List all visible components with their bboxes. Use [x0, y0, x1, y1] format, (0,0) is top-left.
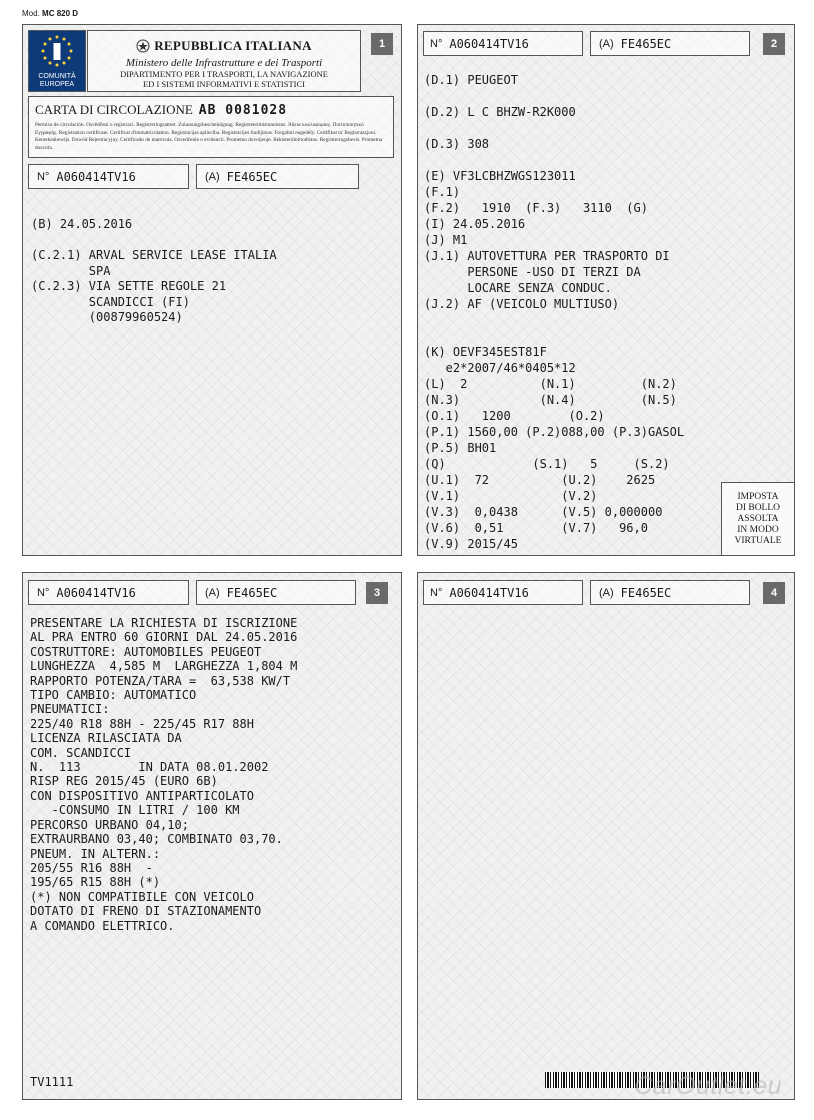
panel-number-badge: 1 [371, 33, 393, 55]
doc-number-label: N° [430, 586, 443, 599]
panel-number-badge: 3 [366, 582, 388, 604]
vehicle-details: (D.1) PEUGEOT (D.2) L C BHZW-R2K000 (D.3) 308 (E) VF3LCBHZWGS123011 (F.1) (F.2) 1910 (F.3) 3110 (G) (I) 24.05.2016 (J) M1 (J.1) AUTOVETTURA PER TRASPORTO DI PERSONE -USO DI TERZI DA LOCARE SENZA CONDUC. (J.2) AF (VEICOLO MULTIUSO) (K) OEVF345EST81F e2*2007/46*0405*12 (L) 2 (N.1) (N.2) (N.3) (N.4) (N.5) (O.1) 1200 (O.2) (P.1) 1560,00 (P.2)088,00 (P.3)GASOL (P.5) BH01 (Q) (S.1) 5 (S.2) (U.1) 72 (U.2) 2625 (V.1) (V.2) (V.3) 0,0438 (V.5) 0,000000 (V.6) 0,51 (V.7) 96,0 (V.9) 2015/45 [424, 73, 685, 551]
eu-flag [28, 30, 86, 92]
doc-number-box [28, 164, 189, 189]
plate-number: FE465EC [620, 36, 672, 51]
panel-1 [22, 24, 402, 556]
department-name-2: ED I SISTEMI INFORMATIVI E STATISTICI [143, 79, 305, 89]
doc-number: A060414TV16 [449, 585, 529, 600]
bollo-line-2: DI BOLLO [735, 502, 781, 513]
ministry-name: Ministero delle Infrastrutture e dei Trasporti [125, 57, 323, 69]
plate-number: FE465EC [620, 585, 672, 600]
doc-number-box [28, 580, 189, 605]
doc-number-label: N° [37, 586, 50, 599]
carta-code: AB 0081028 [198, 103, 288, 118]
eu-label-2: EUROPEA [39, 81, 75, 88]
plate-label: (A) [599, 586, 614, 599]
plate-box [590, 580, 750, 605]
emblem-icon [136, 39, 150, 53]
doc-number-label: N° [37, 170, 50, 183]
owner-details: (B) 24.05.2016 (C.2.1) ARVAL SERVICE LEASE ITALIA SPA (C.2.3) VIA SETTE REGOLE 21 SCANDICCI (FI) (00879960524) [31, 217, 277, 324]
stamp-duty-box [721, 482, 795, 556]
footer-code: TV1111 [30, 1075, 74, 1089]
plate-box [196, 580, 356, 605]
bollo-line-4: IN MODO [737, 524, 779, 535]
carta-title: CARTA DI CIRCOLAZIONE [35, 102, 193, 117]
doc-number: A060414TV16 [449, 36, 529, 51]
panel-3 [22, 572, 402, 1100]
doc-number-label: N° [430, 37, 443, 50]
panel-4 [417, 572, 795, 1100]
panel-2 [417, 24, 795, 556]
bollo-line-3: ASSOLTA [737, 513, 779, 524]
plate-number: FE465EC [226, 169, 278, 184]
bollo-line-5: VIRTUALE [734, 535, 782, 546]
notes-text: PRESENTARE LA RICHIESTA DI ISCRIZIONE AL PRA ENTRO 60 GIORNI DAL 24.05.2016 COSTRUTTORE: AUTOMOBILES PEUGEOT LUNGHEZZA 4,585 M LARGHEZZA 1,804 M RAPPORTO POTENZA/TARA = 63,538 KW/T TIPO CAMBIO: AUTOMATICO PNEUMATICI: 225/40 R18 88H - 225/45 R17 88H LICENZA RILASCIATA DA COM. SCANDICCI N. 113 IN DATA 08.01.2002 RISP REG 2015/45 (EURO 6B) CON DISPOSITIVO ANTIPARTICOLATO -CONSUMO IN LITRI / 100 KM PERCORSO URBANO 04,10; EXTRAURBANO 03,40; COMBINATO 03,70. PNEUM. IN ALTERN.: 205/55 R16 88H - 195/65 R15 88H (*) (*) NON COMPATIBILE CON VEICOLO DOTATO DI FRENO DI STAZIONAMENTO A COMANDO ELETTRICO. [30, 616, 298, 933]
doc-number: A060414TV16 [56, 169, 136, 184]
watermark-logo: CarOutlet.eu [634, 1072, 782, 1100]
department-name: DIPARTIMENTO PER I TRASPORTI, LA NAVIGAZIONE [120, 69, 328, 79]
bollo-line-1: IMPOSTA [737, 491, 779, 502]
panel-number-badge: 4 [763, 582, 785, 604]
plate-label: (A) [205, 170, 220, 183]
issuer-header [87, 30, 361, 92]
plate-box [196, 164, 359, 189]
doc-number-box [423, 580, 583, 605]
plate-label: (A) [599, 37, 614, 50]
republic-title: REPUBBLICA ITALIANA [154, 38, 312, 53]
doc-number: A060414TV16 [56, 585, 136, 600]
plate-label: (A) [205, 586, 220, 599]
plate-number: FE465EC [226, 585, 278, 600]
eu-stars-icon [29, 31, 85, 77]
carta-box [28, 96, 394, 158]
panel-number-badge: 2 [763, 33, 785, 55]
multilingual-title: Permiso de circulación. Osvědčení o registraci. Registreringsattest. Zulassungsbescheinigung. Registreerimistunnistus. Άδεια κυκλοφορίας. Πιστοποιητικό Εγγραφής. Registration certificate. Certificat d'immatriculation. Registracijas apliecība. Registracijos liudijimas. Forgalmi engedély. Certifikat ta' Registrazzjoni. Kentekenbewijs. Dowód Rejestracyjny. Certificado de matrícula. Osvedčenie o evidencii. Prometno dovoljenje. Rekisteröintitodistus. Registreringsbevis. Prometna dozvola. [35, 122, 383, 151]
plate-box [590, 31, 750, 56]
form-model: Mod. MC 820 D [22, 9, 79, 18]
doc-number-box [423, 31, 583, 56]
eu-label-1: COMUNITÀ [38, 73, 76, 80]
